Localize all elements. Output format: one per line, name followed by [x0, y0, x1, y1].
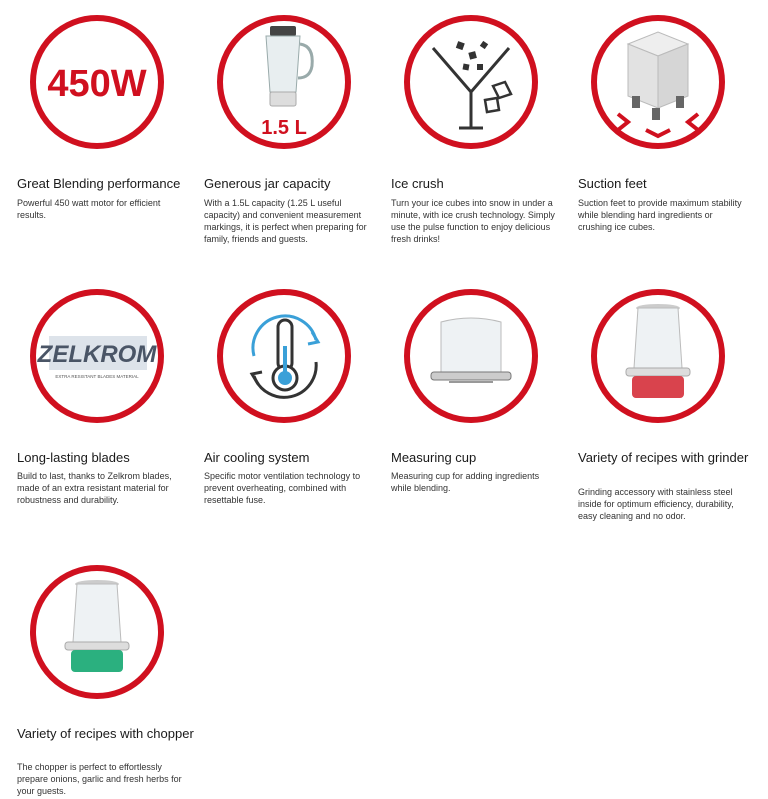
- feature-description: Turn your ice cubes into snow in under a minute, with ice crush technology. Simply use the pulse function to enjoy delicious fresh drinks!: [391, 198, 555, 244]
- feature-description: With a 1.5L capacity (1.25 L useful capacity) and convenient measurement markings, it is perfect when preparing for family, friends and guests.: [204, 198, 367, 244]
- feature-card: [204, 286, 374, 516]
- badge-subtext: EXTRA RESISTANT BLADES MATERIAL: [55, 374, 139, 379]
- feature-card: [391, 12, 561, 252]
- jar-icon: [214, 12, 354, 152]
- feature-card: [17, 286, 187, 516]
- suction-feet-icon: [588, 12, 728, 152]
- feature-title: Air cooling system: [204, 450, 310, 465]
- feature-card: [578, 12, 748, 242]
- feature-title: Ice crush: [391, 176, 444, 191]
- feature-title: Great Blending performance: [17, 176, 181, 191]
- feature-title: Variety of recipes with chopper: [17, 726, 194, 741]
- badge-text: 1.5 L: [261, 117, 307, 139]
- grinder-icon: [588, 286, 728, 426]
- feature-card: [204, 12, 374, 252]
- feature-description: Suction feet to provide maximum stability while blending hard ingredients or crushing ice cubes.: [578, 198, 742, 232]
- feature-card: [17, 12, 187, 232]
- ice-crush-icon: [401, 12, 541, 152]
- feature-card: [391, 286, 561, 516]
- feature-description: The chopper is perfect to effortlessly prepare onions, garlic and fresh herbs for your guests.: [17, 762, 182, 796]
- feature-card: [17, 562, 194, 799]
- chopper-icon: [27, 562, 167, 702]
- badge-text: ZELKROM: [37, 341, 157, 368]
- feature-title: Measuring cup: [391, 450, 477, 465]
- feature-description: Build to last, thanks to Zelkrom blades, made of an extra resistant material for robustness and durability.: [17, 471, 172, 505]
- feature-description: Measuring cup for adding ingredients while blending.: [391, 471, 540, 493]
- feature-description: Specific motor ventilation technology to prevent overheating, combined with resettable fuse.: [204, 471, 361, 505]
- zelkrom-logo-icon: [27, 286, 167, 426]
- measuring-cup-icon: [401, 286, 541, 426]
- feature-title: Generous jar capacity: [204, 176, 331, 191]
- feature-title: Long-lasting blades: [17, 450, 130, 465]
- feature-title: Suction feet: [578, 176, 647, 191]
- 450w-power-icon: [27, 12, 167, 152]
- feature-description: Grinding accessory with stainless steel inside for optimum efficiency, durability, easy cleaning and no odor.: [578, 487, 734, 521]
- thermometer-cooling-icon: [214, 286, 354, 426]
- feature-title: Variety of recipes with grinder: [578, 450, 749, 465]
- feature-card: [578, 286, 748, 526]
- feature-description: Powerful 450 watt motor for efficient results.: [17, 198, 161, 220]
- badge-text: 450W: [47, 63, 147, 105]
